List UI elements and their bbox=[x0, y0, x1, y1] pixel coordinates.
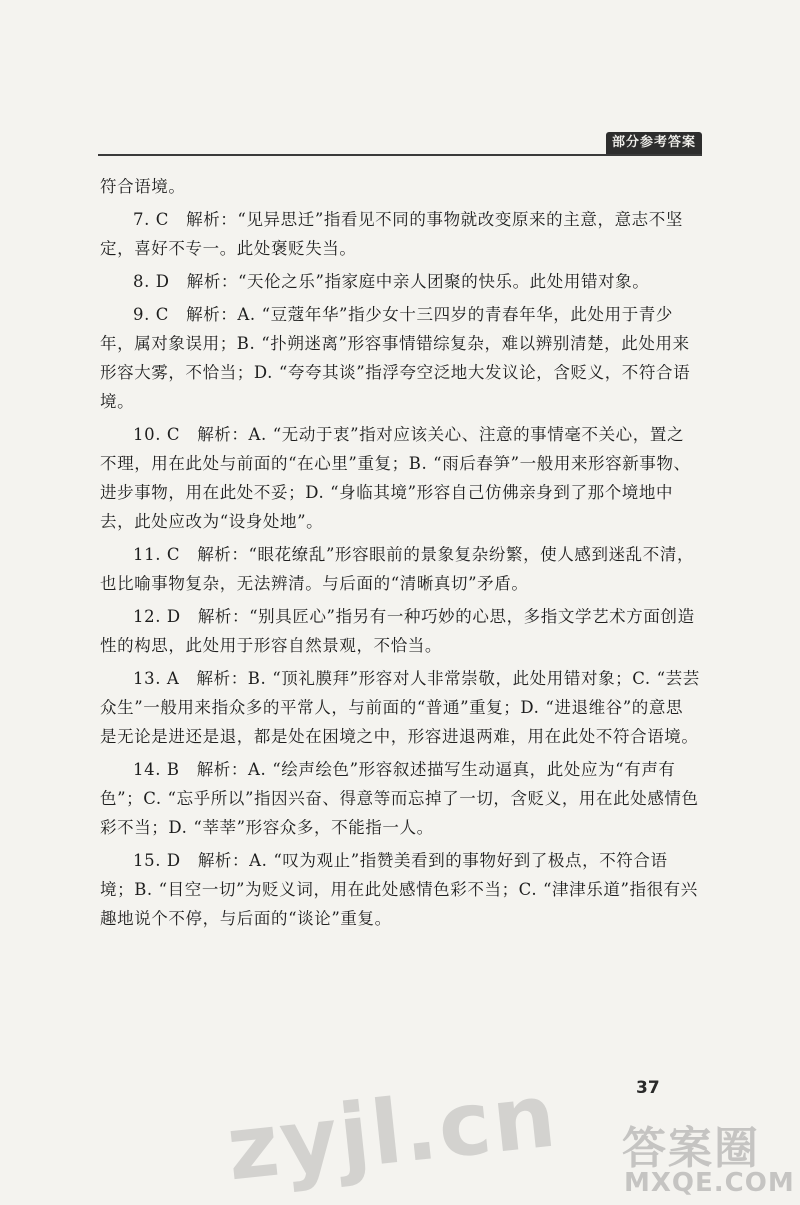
section-badge: 部分参考答案 bbox=[606, 132, 702, 154]
answer-paragraph: 12. D 解析：“别具匠心”指另有一种巧妙的心思，多指文学艺术方面创造性的构思，此处用于形容自然景观，不恰当。 bbox=[100, 607, 695, 655]
answer-paragraph: 7. C 解析：“见异思迁”指看见不同的事物就改变原来的主意，意志不坚定，喜好不专一。此处褒贬失当。 bbox=[100, 210, 683, 258]
answer-paragraph: 11. C 解析：“眼花缭乱”形容眼前的景象复杂纷繁，使人感到迷乱不清，也比喻事物复杂，无法辨清。与后面的“清晰真切”矛盾。 bbox=[100, 545, 695, 593]
site-watermark: zyjl.cn bbox=[222, 1063, 563, 1201]
answer-paragraph: 10. C 解析：A. “无动于衷”指对应该关心、注意的事情毫不关心，置之不理，用在此处与前面的“在心里”重复；B. “雨后春笋”一般用来形容新事物、进步事物，用在此处不妥；D. “身临其境”形容自己仿佛亲身到了那个境地中去，此处应改为“设身处地”。 bbox=[100, 425, 691, 531]
answer-paragraph: 15. D 解析：A. “叹为观止”指赞美看到的事物好到了极点，不符合语境；B. “目空一切”为贬义词，用在此处感情色彩不当；C. “津津乐道”指很有兴趣地说个不停，与后面的“谈论”重复。 bbox=[100, 851, 698, 928]
logo-watermark-cn: 答案圈 bbox=[622, 1123, 760, 1174]
logo-watermark bbox=[618, 1112, 795, 1198]
answer-paragraph: 8. D 解析：“天伦之乐”指家庭中亲人团聚的快乐。此处用错对象。 bbox=[133, 272, 650, 291]
answer-paragraph: 9. C 解析：A. “豆蔻年华”指少女十三四岁的青春年华，此处用于青少年，属对象误用；B. “扑朔迷离”形容事情错综复杂，难以辨别清楚，此处用来形容大雾，不恰当；D. “夸夸其谈”指浮夸空泛地大发议论，含贬义，不符合语境。 bbox=[100, 305, 691, 411]
logo-watermark-en: MXQE.COM bbox=[624, 1168, 795, 1198]
answer-paragraph: 14. B 解析：A. “绘声绘色”形容叙述描写生动逼真，此处应为“有声有色”；C. “忘乎所以”指因兴奋、得意等而忘掉了一切，含贬义，用在此处感情色彩不当；D. “莘莘”形容众多，不能指一人。 bbox=[100, 760, 699, 837]
page-number: 37 bbox=[636, 1078, 660, 1098]
answer-content bbox=[100, 172, 700, 937]
answer-paragraph: 13. A 解析：B. “顶礼膜拜”形容对人非常崇敬，此处用错对象；C. “芸芸众生”一般用来指众多的平常人，与前面的“普通”重复；D. “进退维谷”的意思是无论是进还是退，都是处在困境之中，形容进退两难，用在此处不符合语境。 bbox=[100, 669, 700, 746]
answer-paragraph: 符合语境。 bbox=[100, 177, 186, 196]
header-divider bbox=[98, 154, 702, 156]
